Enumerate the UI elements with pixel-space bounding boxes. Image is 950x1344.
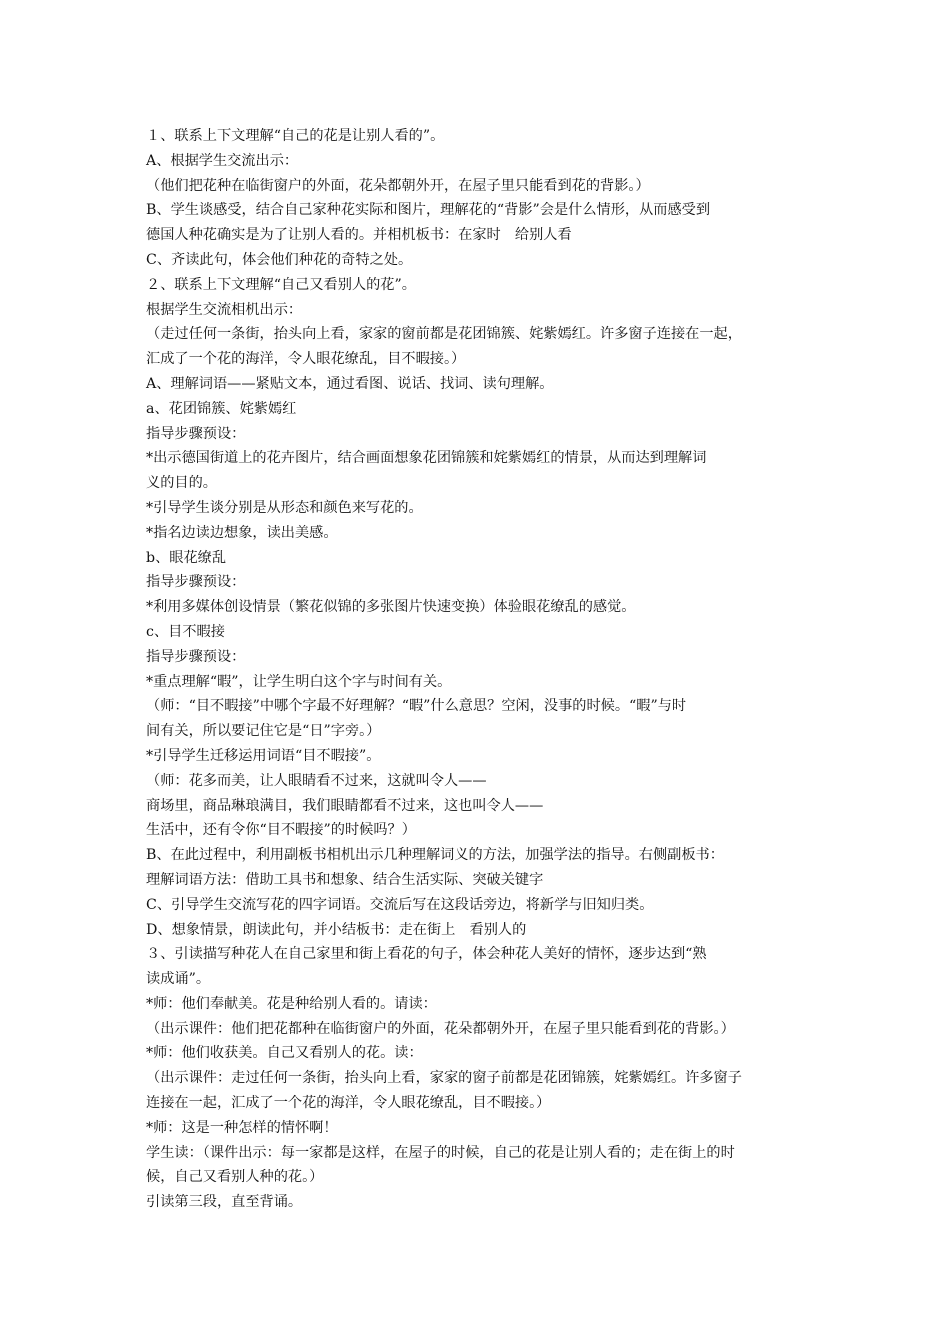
text-line: *引导学生谈分别是从形态和颜色来写花的。	[146, 499, 423, 516]
text-line: c、目不暇接	[146, 623, 225, 640]
text-line: a、花团锦簇、姹紫嫣红	[146, 400, 297, 417]
document-body	[146, 124, 811, 1215]
text-line: １、联系上下文理解“自己的花是让别人看的”。	[146, 128, 445, 144]
text-line: 指导步骤预设：	[146, 574, 246, 591]
text-line: *师：他们收获美。自己又看别人的花。读：	[146, 1045, 423, 1062]
text-line: D、想象情景，朗读此句，并小结板书：走在街上 看别人的	[146, 921, 527, 938]
text-line: B、在此过程中，利用副板书相机出示几种理解词义的方法，加强学法的指导。右侧副板书：	[146, 847, 724, 864]
text-line: 读成诵”。	[146, 971, 211, 988]
text-line: （出示课件：他们把花都种在临街窗户的外面，花朵都朝外开，在屋子里只能看到花的背影。）	[146, 1020, 735, 1037]
text-line: （师：花多而美，让人眼睛看不过来，这就叫令人——	[146, 772, 487, 789]
text-line: 间有关，所以要记住它是“日”字旁。）	[146, 723, 381, 740]
text-line: 生活中，还有令你“目不暇接”的时候吗？）	[146, 822, 416, 839]
text-line: 指导步骤预设：	[146, 425, 246, 442]
text-line: （师：“目不暇接”中哪个字最不好理解？“暇”什么意思？空闲，没事的时候。“暇”与时	[146, 698, 687, 715]
text-line: b、眼花缭乱	[146, 549, 227, 566]
text-line: 义的目的。	[146, 475, 217, 492]
text-line: C、齐读此句，体会他们种花的奇特之处。	[146, 251, 413, 268]
text-line: *引导学生迁移运用词语“目不暇接”。	[146, 747, 381, 764]
text-line: 根据学生交流相机出示：	[146, 301, 303, 318]
text-line: A、理解词语——紧贴文本，通过看图、说话、找词、读句理解。	[146, 375, 554, 392]
text-line: *重点理解“暇”，让学生明白这个字与时间有关。	[146, 673, 452, 690]
text-line: ２、联系上下文理解“自己又看别人的花”。	[146, 276, 416, 293]
text-line: 引读第三段，直至背诵。	[146, 1194, 303, 1211]
text-line: *利用多媒体创设情景（繁花似锦的多张图片快速变换）体验眼花缭乱的感觉。	[146, 599, 636, 616]
text-line: 理解词语方法：借助工具书和想象、结合生活实际、突破关键字	[146, 871, 544, 888]
text-line: B、学生谈感受，结合自己家种花实际和图片，理解花的“背影”会是什么情形，从而感受到	[146, 202, 711, 219]
text-line: *师：他们奉献美。花是种给别人看的。请读：	[146, 995, 437, 1012]
text-line: ３、引读描写种花人在自己家里和街上看花的句子，体会种花人美好的情怀，逐步达到“熟	[146, 946, 707, 963]
text-line: 候，自己又看别人种的花。）	[146, 1169, 324, 1186]
text-line: A、根据学生交流出示：	[146, 152, 299, 169]
text-line: *指名边读边想象，读出美感。	[146, 524, 338, 541]
text-line: 学生读：（课件出示：每一家都是这样，在屋子的时候，自己的花是让别人看的；走在街上的时	[146, 1144, 735, 1161]
text-line: （他们把花种在临街窗户的外面，花朵都朝外开，在屋子里只能看到花的背影。）	[146, 177, 650, 194]
text-line: 汇成了一个花的海洋，令人眼花缭乱，目不暇接。）	[146, 351, 466, 368]
text-line: （出示课件：走过任何一条街，抬头向上看，家家的窗子前都是花团锦簇，姹紫嫣红。许多窗子	[146, 1070, 742, 1087]
text-line: *出示德国街道上的花卉图片，结合画面想象花团锦簇和姹紫嫣红的情景，从而达到理解词	[146, 450, 707, 467]
text-line: 指导步骤预设：	[146, 648, 246, 665]
text-line: C、引导学生交流写花的四字词语。交流后写在这段话旁边，将新学与旧知归类。	[146, 896, 654, 913]
text-line: 商场里，商品琳琅满目，我们眼睛都看不过来，这也叫令人——	[146, 797, 544, 814]
text-line: （走过任何一条街，抬头向上看，家家的窗前都是花团锦簇、姹紫嫣红。许多窗子连接在一起，	[146, 326, 742, 343]
text-line: 德国人种花确实是为了让别人看的。并相机板书：在家时 给别人看	[146, 227, 572, 244]
text-line: *师：这是一种怎样的情怀啊！	[146, 1119, 338, 1136]
text-line: 连接在一起，汇成了一个花的海洋，令人眼花缭乱，目不暇接。）	[146, 1095, 551, 1112]
